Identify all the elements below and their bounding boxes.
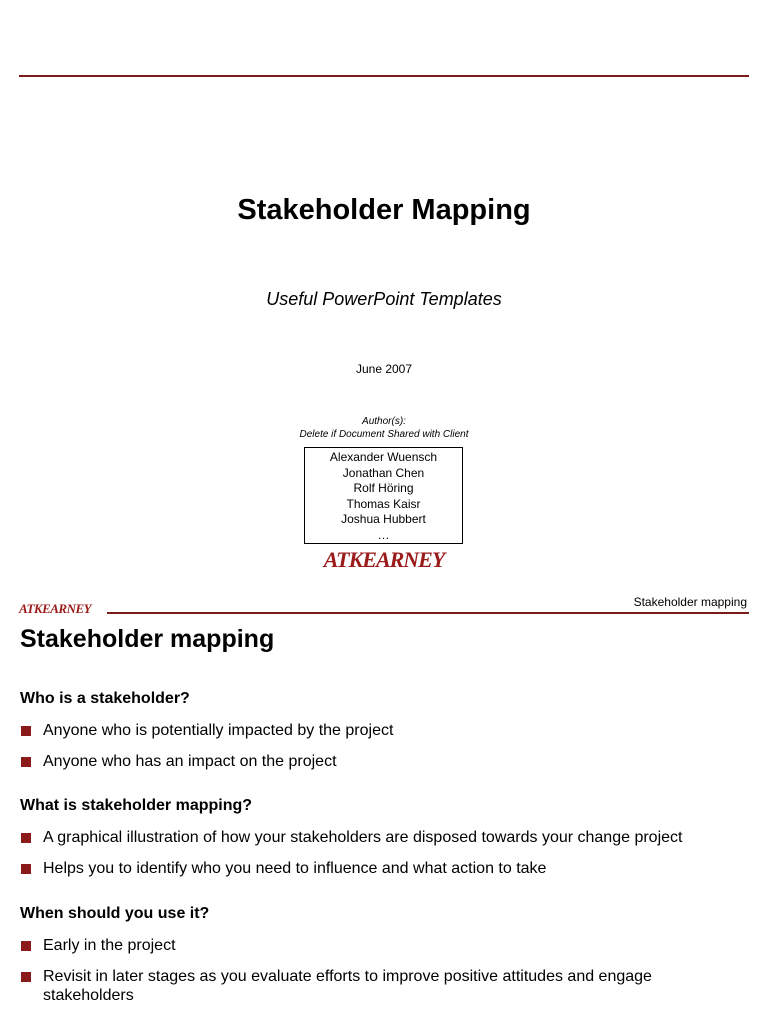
authors-note-line: Delete if Document Shared with Client	[299, 429, 469, 440]
author-name: Rolf Höring	[353, 481, 414, 495]
header-logo: ATKEARNEY	[19, 601, 92, 616]
header-section-label: Stakeholder mapping	[633, 595, 747, 609]
author-name: Alexander Wuensch	[329, 450, 438, 464]
list-item	[20, 859, 740, 878]
page-title: Stakeholder Mapping	[237, 194, 531, 226]
list-item-text: Early in the project	[43, 937, 176, 954]
list-item	[20, 967, 740, 1005]
section-heading: When should you use it?	[20, 905, 210, 922]
authors-label-line: Author(s):	[362, 416, 406, 427]
document-date: June 2007	[355, 362, 413, 376]
list-item-text: Anyone who has an impact on the project	[43, 753, 337, 770]
list-item	[20, 828, 740, 847]
list-item-text: A graphical illustration of how your stakeholders are disposed towards your change project	[43, 829, 683, 846]
authors-label	[0, 415, 768, 441]
list-item	[20, 721, 740, 740]
bullet-square-icon	[21, 941, 31, 951]
authors-box	[304, 447, 463, 544]
section-heading: Who is a stakeholder?	[20, 690, 190, 707]
author-name: Thomas Kaisr	[346, 496, 421, 511]
company-logo: ATKEARNEY	[323, 547, 445, 572]
list-item-text: Revisit in later stages as you evaluate efforts to improve positive attitudes and engage stakeholders	[43, 968, 652, 1004]
bullet-square-icon	[21, 726, 31, 736]
section-heading: What is stakeholder mapping?	[20, 797, 253, 814]
author-name: Jonathan Chen	[342, 465, 425, 480]
bullet-square-icon	[21, 833, 31, 843]
list-item	[20, 752, 740, 771]
bullet-square-icon	[21, 972, 31, 982]
author-ellipsis: …	[377, 527, 390, 542]
author-name: Joshua Hubbert	[341, 512, 426, 526]
header-divider	[107, 612, 749, 614]
page-subtitle: Useful PowerPoint Templates	[266, 289, 502, 309]
list-item-text: Helps you to identify who you need to influence and what action to take	[43, 860, 547, 877]
list-item	[20, 936, 740, 955]
bullet-square-icon	[21, 757, 31, 767]
bullet-square-icon	[21, 864, 31, 874]
list-item-text: Anyone who is potentially impacted by the project	[43, 722, 394, 739]
top-divider	[19, 75, 749, 77]
slide-title: Stakeholder mapping	[20, 625, 275, 653]
